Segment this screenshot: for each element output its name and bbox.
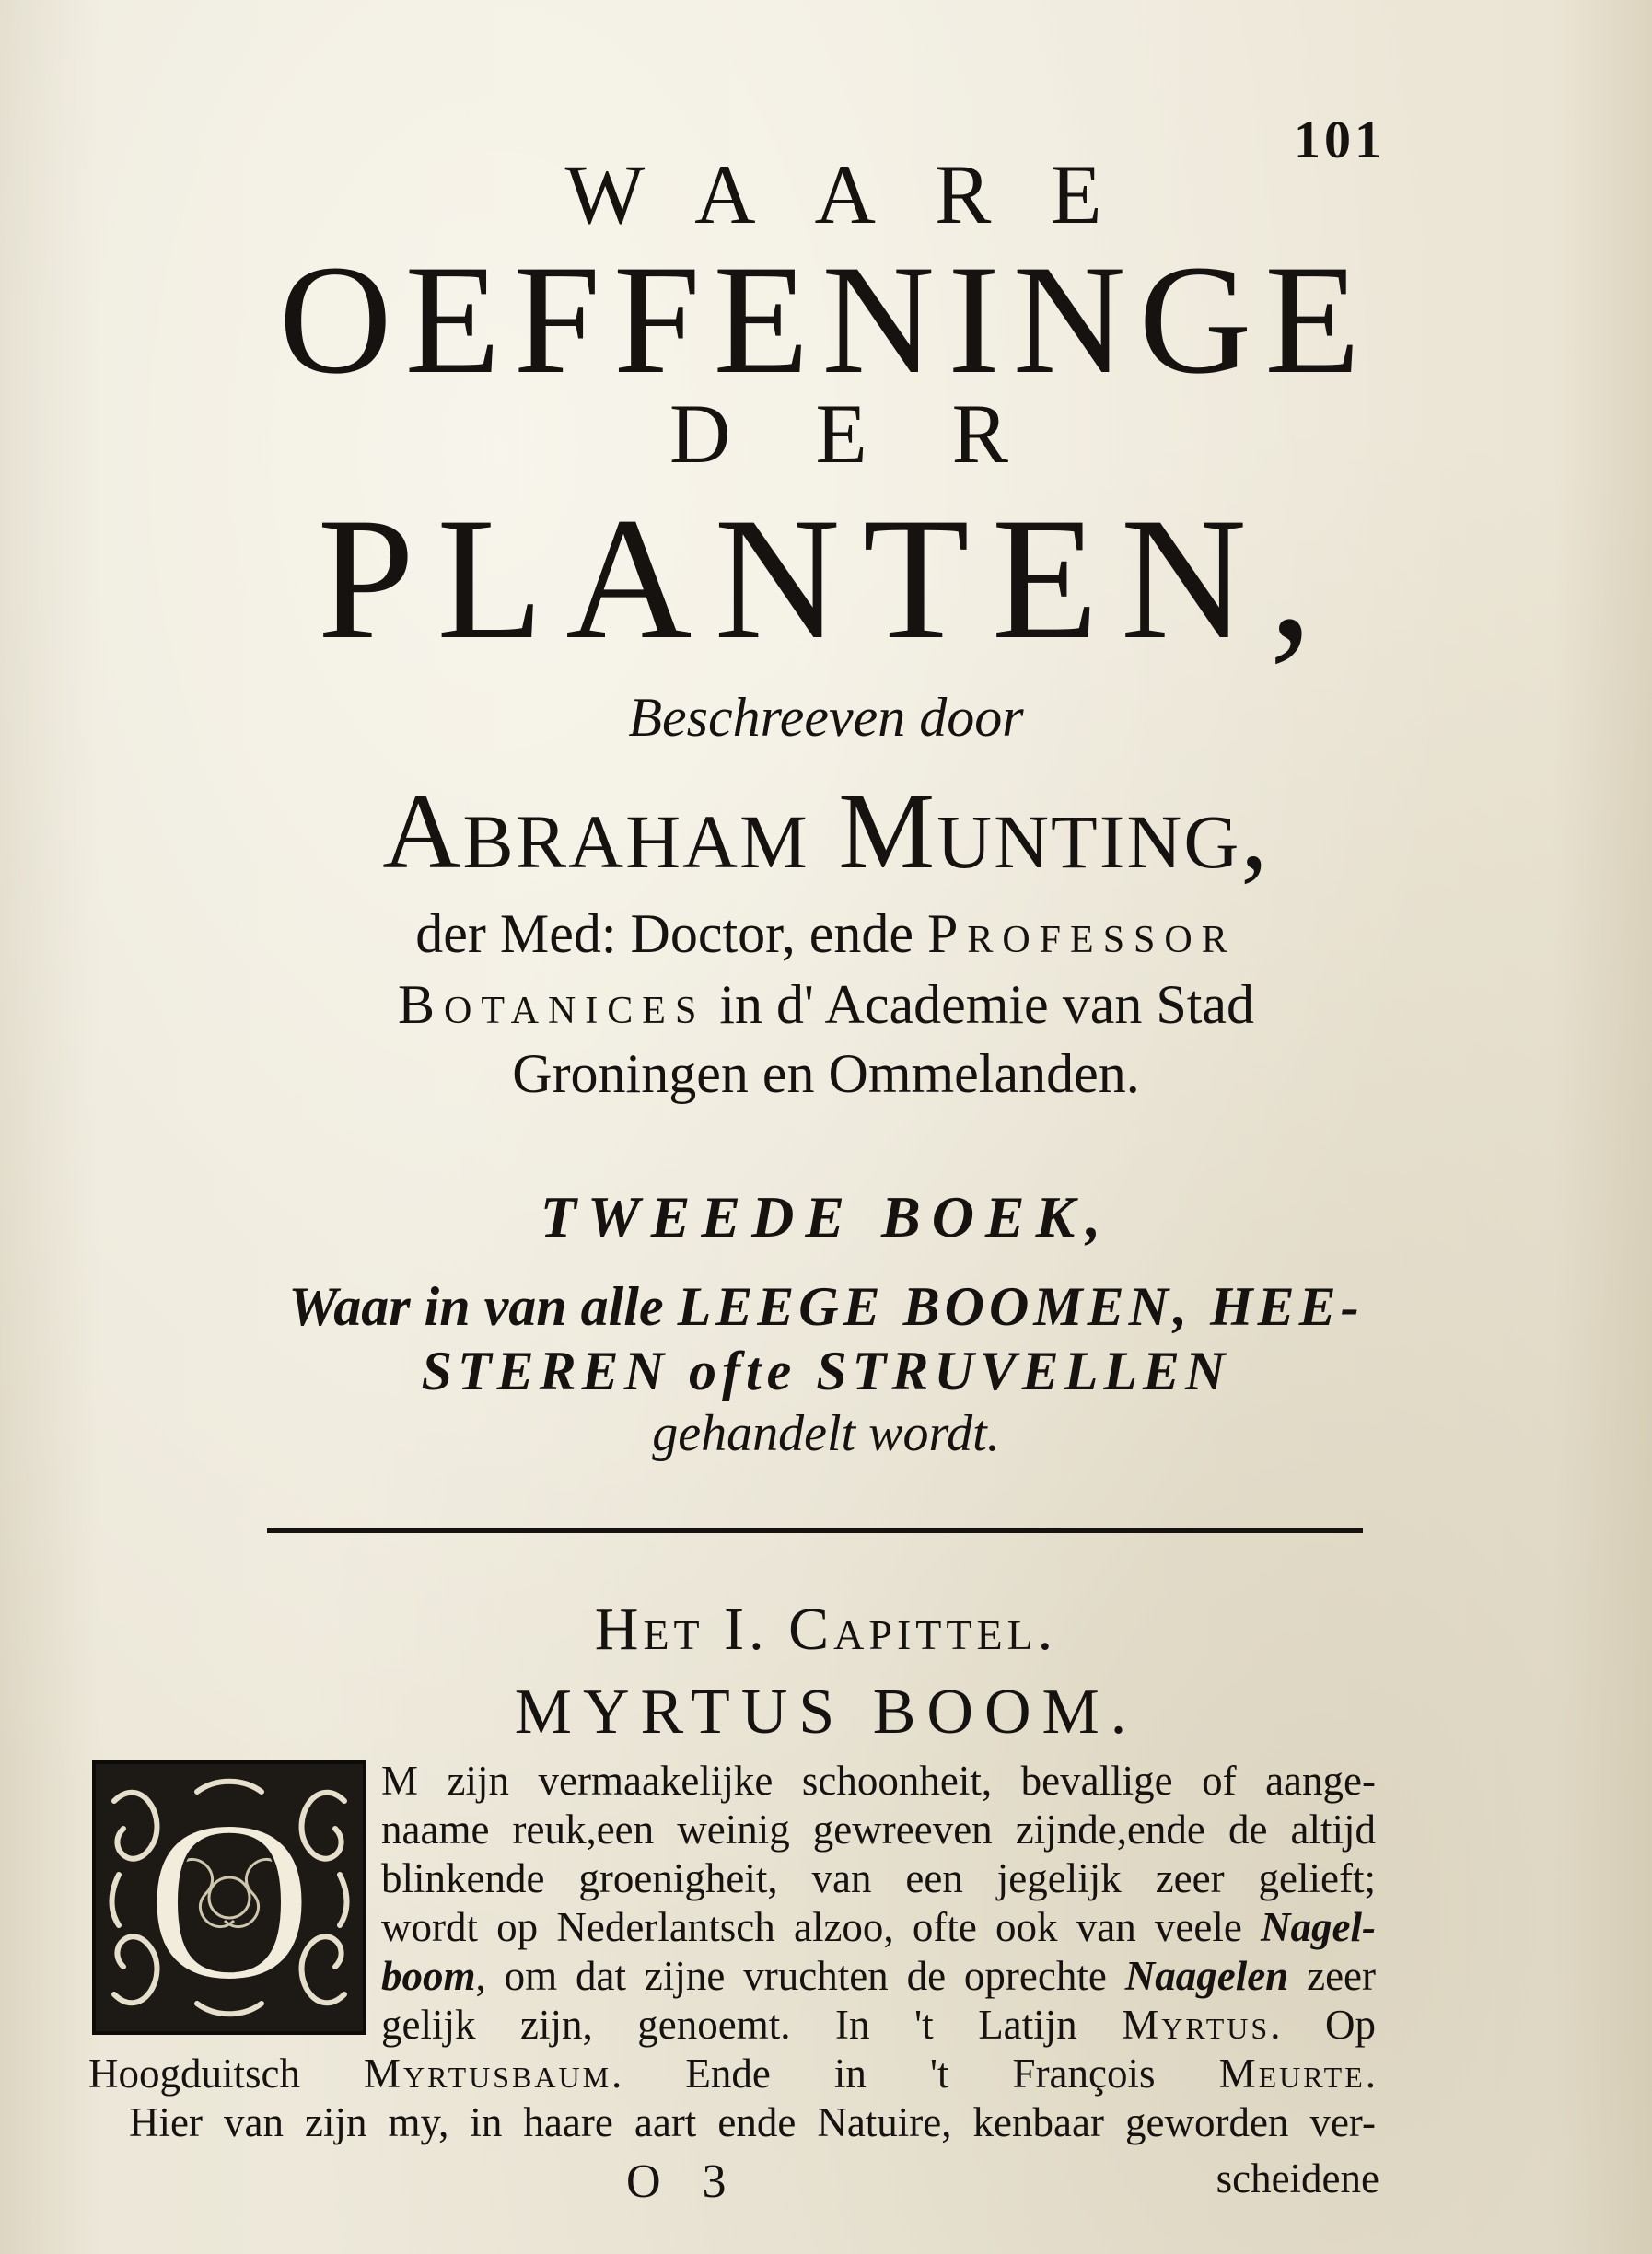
description-caps: LEEGE BOOMEN, HEE- bbox=[677, 1276, 1364, 1337]
description-text: Waar in van alle bbox=[288, 1276, 678, 1337]
chapter-heading: Het I. Capittel. bbox=[594, 1596, 1058, 1663]
body-line-8: Hier van zijn my, in haare aart ende Natuire, kenbaar geworden ver- bbox=[129, 2099, 1376, 2145]
body-line-1: M zijn vermaakelijke schoonheit, bevallige of aange- bbox=[381, 1758, 1376, 1804]
body-line-6 bbox=[381, 2001, 1376, 2049]
body-smallcaps-term: Myrtusbaum bbox=[364, 2051, 612, 2097]
book-description-line-1 bbox=[0, 1275, 1652, 1339]
chapter-subject: MYRTUS BOOM. bbox=[514, 1677, 1138, 1748]
description-caps: STEREN bbox=[421, 1341, 670, 1401]
body-text: gelijk zijn, genoemt. In 't Latijn bbox=[381, 2002, 1123, 2048]
byline: Beschreeven door bbox=[628, 687, 1024, 748]
degree-text: in d' Academie van Stad bbox=[705, 974, 1254, 1035]
body-line-3: blinkende groenigheit, van een jegelijk zeer gelieft; bbox=[381, 1855, 1376, 1901]
page-number: 101 bbox=[1294, 110, 1385, 169]
body-line-2: naame reuk,een weinig gewreeven zijnde,ende de altijd bbox=[381, 1807, 1376, 1853]
book-heading: TWEEDE BOEK, bbox=[540, 1184, 1112, 1249]
description-text: ofte bbox=[669, 1341, 817, 1401]
author-degree-line-1 bbox=[0, 902, 1652, 966]
author-name: Abraham Munting, bbox=[382, 771, 1270, 891]
body-line-5 bbox=[381, 1952, 1376, 2000]
body-text: . Op bbox=[1270, 2002, 1376, 2048]
book-description-line-3: gehandelt wordt. bbox=[652, 1405, 1000, 1462]
ornamental-drop-cap bbox=[92, 1760, 366, 2035]
horizontal-rule bbox=[267, 1528, 1363, 1533]
body-italic-term: Naagelen bbox=[1124, 1953, 1289, 1999]
title-line-waare: WAARE bbox=[564, 147, 1161, 241]
title-line-oeffeninge: OEFFENINGE bbox=[278, 233, 1374, 406]
signature-mark: O 3 bbox=[626, 2155, 741, 2208]
body-text: . Ende in 't François bbox=[611, 2051, 1219, 2097]
author-degree-line-2 bbox=[0, 973, 1652, 1037]
body-smallcaps-term: Meurte bbox=[1218, 2051, 1366, 2097]
title-line-der: DER bbox=[669, 387, 1093, 481]
body-line-4 bbox=[381, 1903, 1376, 1951]
drop-cap-letter: O bbox=[145, 1773, 313, 2028]
body-smallcaps-term: Myrtus bbox=[1122, 2002, 1271, 2048]
body-text: zeer bbox=[1288, 1953, 1376, 1999]
title-line-planten: PLANTEN, bbox=[317, 482, 1335, 676]
degree-text: der Med: Doctor, ende bbox=[415, 903, 927, 964]
body-line-7 bbox=[88, 2050, 1376, 2097]
body-text: wordt op Nederlantsch alzoo, ofte ook van veele bbox=[381, 1904, 1262, 1950]
degree-professor: Professor bbox=[926, 903, 1237, 964]
degree-botanices: Botanices bbox=[398, 974, 706, 1035]
body-text: , om dat zijne vruchten de oprechte bbox=[475, 1953, 1125, 1999]
body-italic-term: boom bbox=[381, 1953, 476, 1999]
book-description-line-2 bbox=[0, 1340, 1652, 1403]
ornament-icon bbox=[96, 1764, 363, 2031]
body-text: . bbox=[1365, 2051, 1376, 2097]
body-text: Hoogduitsch bbox=[88, 2051, 365, 2097]
catchword: scheidene bbox=[1216, 2155, 1379, 2202]
body-italic-term: Nagel- bbox=[1261, 1904, 1376, 1950]
description-caps: STRUVELLEN bbox=[816, 1341, 1231, 1401]
author-degree-line-3: Groningen en Ommelanden. bbox=[512, 1043, 1140, 1104]
